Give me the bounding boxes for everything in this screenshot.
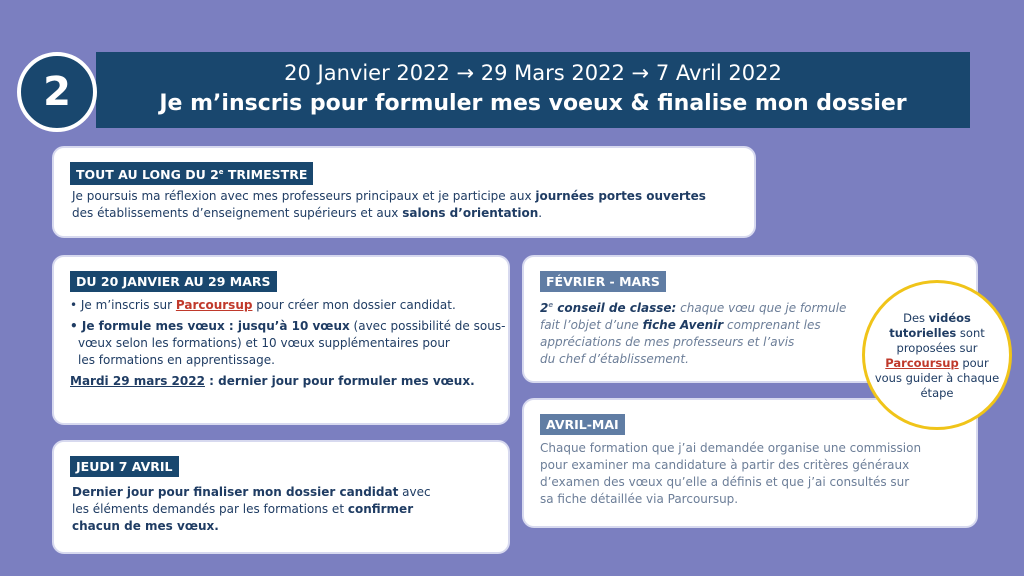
trimestre-text-1: Je poursuis ma réflexion avec mes professeurs principaux et je participe aux <box>72 189 536 203</box>
fevrier-text-2: fait l’objet d’une <box>540 318 643 332</box>
tag-sup: e <box>218 168 224 176</box>
avril-bold-1: Dernier jour pour finaliser mon dossier candidat <box>72 485 399 499</box>
deadline <box>70 373 506 390</box>
avril-mai-text <box>540 440 976 508</box>
header-dates: 20 Janvier 2022 → 29 Mars 2022 → 7 Avril 2022 <box>284 61 782 85</box>
avril-mai-line-4: sa fiche détaillée via Parcoursup. <box>540 492 739 506</box>
tag-avril-mai: AVRIL-MAI <box>540 414 625 435</box>
bullet-inscription <box>70 297 506 314</box>
step-number-badge: 2 <box>17 52 97 132</box>
tag-prefix: TOUT AU LONG DU 2 <box>76 167 219 183</box>
deadline-text: : dernier jour pour formuler mes vœux. <box>204 374 475 388</box>
tip-text-4: pour <box>958 356 989 370</box>
tip-text-6: étape <box>920 386 954 400</box>
fevrier-text-3: comprenant les <box>723 318 821 332</box>
trimestre-text-3: . <box>538 206 543 220</box>
page-title: Je m’inscris pour formuler mes voeux & finalise mon dossier <box>159 91 907 116</box>
avril-text <box>72 484 508 535</box>
b1-pre: • Je m’inscris sur <box>70 298 176 312</box>
tip-text-5: vous guider à chaque <box>874 371 1000 385</box>
deadline-date: Mardi 29 mars 2022 <box>70 374 205 388</box>
card-trimestre <box>52 146 756 238</box>
fevrier-text-1: chaque vœu que je formule <box>676 301 847 315</box>
bullet-voeux <box>70 318 506 335</box>
trimestre-bold-2: salons d’orientation <box>402 206 539 220</box>
avril-text-2: les éléments demandés par les formations et <box>72 502 348 516</box>
avril-mai-line-2: pour examiner ma candidature à partir des critères généraux <box>540 458 910 472</box>
b2-line2: vœux selon les formations) et 10 vœux supplémentaires pour <box>78 336 450 350</box>
fevrier-bold-1-sup: e <box>548 301 554 309</box>
card-janvier-mars <box>52 255 510 425</box>
tag-fevrier-mars: FÉVRIER - MARS <box>540 271 666 292</box>
tip-text-3: proposées sur <box>896 341 978 355</box>
fevrier-text-4: appréciations de mes professeurs et l’avis <box>540 335 795 349</box>
tag-suffix: TRIMESTRE <box>223 167 308 183</box>
avril-bold-3: chacun de mes vœux. <box>72 519 219 533</box>
b2-rest1: (avec possibilité de sous- <box>349 319 506 333</box>
tip-parcoursup-link[interactable]: Parcoursup <box>885 356 959 370</box>
b1-post: pour créer mon dossier candidat. <box>252 298 456 312</box>
parcoursup-link[interactable]: Parcoursup <box>175 298 253 312</box>
tag-jeudi-7-avril: JEUDI 7 AVRIL <box>70 456 179 477</box>
trimestre-text-2: des établissements d’enseignement supérieurs et aux <box>72 206 403 220</box>
trimestre-bold-1: journées portes ouvertes <box>535 189 706 203</box>
fevrier-bold-1-rest: conseil de classe: <box>553 301 677 315</box>
tag-trimestre <box>70 162 313 185</box>
trimestre-text <box>72 188 752 222</box>
card-jeudi-7-avril <box>52 440 510 554</box>
b2-line3: les formations en apprentissage. <box>78 353 275 367</box>
janvier-text <box>70 297 506 390</box>
fevrier-bold-1: 2 <box>540 301 549 315</box>
fevrier-text-5: du chef d’établissement. <box>540 352 689 366</box>
avril-text-1: avec <box>398 485 431 499</box>
video-tip-circle <box>862 280 1012 430</box>
tip-text-1: Des <box>903 311 929 325</box>
avril-mai-line-3: d’examen des vœux qu’elle a définis et que j’ai consultés sur <box>540 475 910 489</box>
tip-text-2: sont <box>956 326 985 340</box>
avril-bold-2: confirmer <box>347 502 414 516</box>
b2-bold: • Je formule mes vœux : jusqu’à 10 vœux <box>70 319 350 333</box>
tip-bold-1: vidéos <box>928 311 971 325</box>
fevrier-text <box>540 297 870 368</box>
avril-mai-line-1: Chaque formation que j’ai demandée organise une commission <box>540 441 922 455</box>
tag-janvier-mars: DU 20 JANVIER AU 29 MARS <box>70 271 277 292</box>
fevrier-bold-2: fiche Avenir <box>642 318 724 332</box>
tip-bold-2: tutorielles <box>889 326 957 340</box>
